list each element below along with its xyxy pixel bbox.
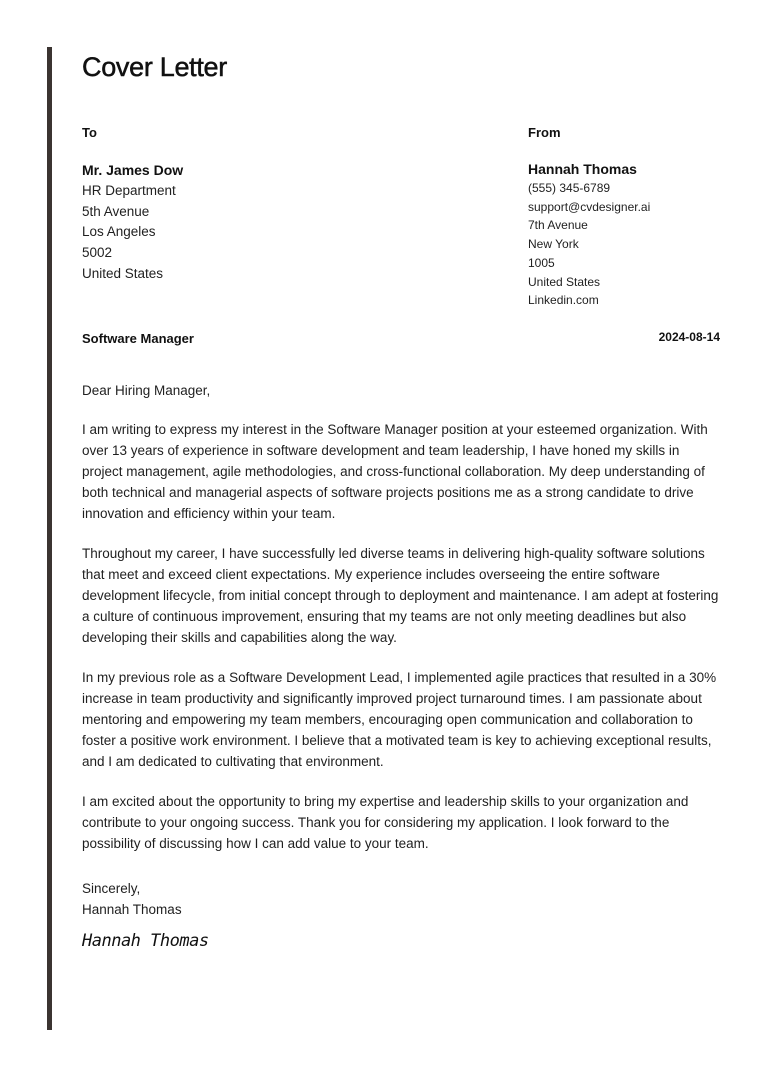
letter-body [82,380,722,873]
sender-street: 7th Avenue [528,218,588,233]
recipient-zip: 5002 [82,245,113,261]
page-title: Cover Letter [82,52,227,82]
sender-name: Hannah Thomas [528,161,637,177]
closing-block [82,878,182,920]
salutation: Dear Hiring Manager, [82,383,211,398]
recipient-address [82,160,183,285]
recipient-country: United States [82,265,164,281]
closing-phrase: Sincerely, [82,881,141,896]
to-label: To [82,125,97,140]
sender-phone: (555) 345-6789 [528,181,611,195]
body-paragraph: In my previous role as a Software Development Lead, I implemented agile practices that resulted in a 30% increase in team productivity and significantly improved project turnaround times. I am passionate about mentoring and empowering my team members, encouraging open communication and collaboration to foster a positive work environment. I believe that a motivated team is key to achieving exceptional results, and I am dedicated to cultivating that environment. [82,670,717,769]
sender-linkedin: Linkedin.com [528,293,599,308]
sender-email: support@cvdesigner.ai [528,199,651,214]
letter-date: 2024-08-14 [658,330,720,344]
sender-address [528,160,650,310]
sender-zip: 1005 [528,255,555,270]
recipient-street: 5th Avenue [82,203,150,219]
body-paragraph: Throughout my career, I have successfully led diverse teams in delivering high-quality software solutions that meet and exceed client expectations. My experience includes overseeing the entire software development lifecycle, from initial concept through to deployment and maintenance. I am adept at fostering a culture of continuous improvement, ensuring that my teams are not only meeting deadlines but also developing their skills and capabilities along the way. [82,546,719,645]
closing-name: Hannah Thomas [82,902,182,917]
body-paragraph: I am writing to express my interest in the Software Manager position at your esteemed organization. With over 13 years of experience in software development and team leadership, I have honed my skills in project management, agile methodologies, and cross-functional collaboration. My deep understanding of both technical and managerial aspects of software projects positions me as a strong candidate to drive innovation and efficiency within your team. [82,422,708,521]
recipient-name: Mr. James Dow [82,162,184,178]
recipient-department: HR Department [82,182,176,198]
sender-city: New York [528,237,579,252]
body-paragraph: I am excited about the opportunity to bring my expertise and leadership skills to your organization and contribute to your ongoing success. Thank you for considering my application. I look forward to the possibility of discussing how I can add value to your team. [82,794,689,851]
position-title: Software Manager [82,331,194,346]
sender-country: United States [528,274,601,289]
from-label: From [528,125,561,140]
accent-bar [47,47,52,1030]
recipient-city: Los Angeles [82,224,156,240]
signature: Hannah Thomas [82,931,209,951]
